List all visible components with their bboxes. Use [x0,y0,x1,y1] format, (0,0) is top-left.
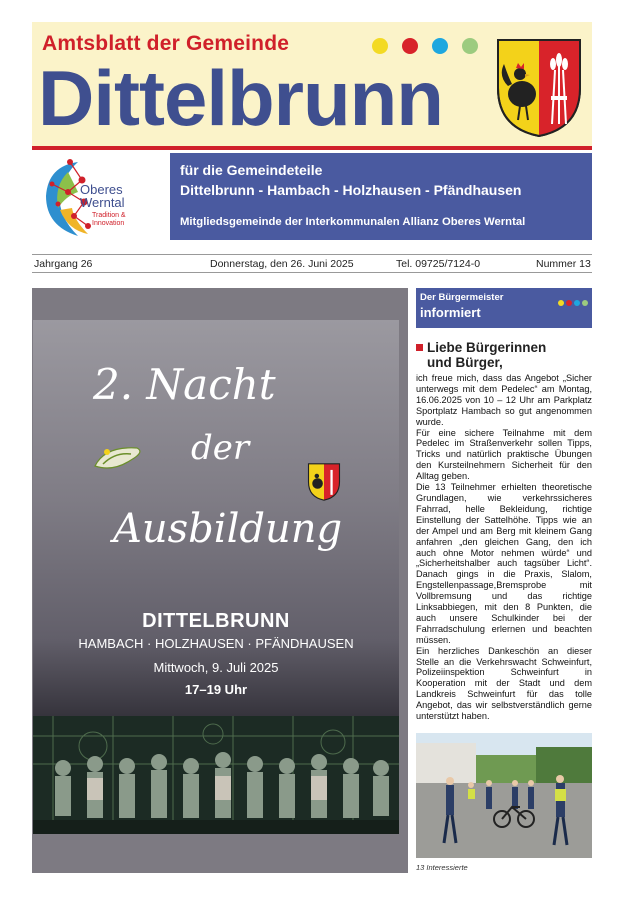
poster-districts: HAMBACH · HOLZHAUSEN · PFÄNDHAUSEN [78,636,354,651]
poster-crowd-illustration [33,716,399,834]
article-paragraph: Für eine sichere Teilnahme mit dem Pedelec im Straßenverkehr sollen Tipps, Tricks und natürlich praktische Übungen den Kursteilnehmern Sicherheit für den Alltag geben. [416,427,592,482]
poster-script-line2: der [191,428,250,468]
logo-tagline-line2: Innovation [92,220,125,227]
masthead [32,22,592,146]
issue-number: Nummer 13 [536,258,591,270]
coat-of-arms-icon [494,36,584,140]
bullet-square-icon [416,344,423,351]
poster-city: DITTELBRUNN [142,610,290,632]
logo-tagline-line1: Tradition & [92,212,126,219]
photo-caption: 13 Interessierte [416,863,468,872]
red-dot-icon [566,300,572,306]
poster-date: Mittwoch, 9. Juli 2025 [153,660,279,675]
header-dots [556,293,588,311]
issue-phone: Tel. 09725/7124-0 [396,258,481,270]
masthead-title: Dittelbrunn [38,54,443,142]
districts-band [170,153,592,240]
red-dot-icon [402,38,418,54]
yellow-dot-icon [372,38,388,54]
yellow-dot-icon [558,300,564,306]
article-body [416,373,592,722]
article-paragraph: Die 13 Teilnehmer erhielten theoretische Grundlagen, wie verkehrssicheres Fahrrad, helle Bekleidung, richtige Einstellung der Sattelhöhe. Tipps wie an der Ampel und am Berg mit kleinem Gang anfahren „den gleichen Gang, den ich auch ohne Motor nehmen würde“ und „Sicherheitshalber auch tagsüber Licht“. Danach gings in die Praxis, Slalom, Engstellenpassage,Bremsprobe mit Vollbremsung und das richtige Linksabbiegen, mit den 8 Punkten, die auch unsere Schulkinder bei der Fahrradschulung erlernen und beachten müssen. [416,482,592,645]
band-intro: für die Gemeindeteile [180,162,323,178]
masthead-subtitle: Amtsblatt der Gemeinde [42,32,290,55]
article-title [416,340,592,370]
poster-emblem-icon [91,442,147,476]
article-paragraph: ich freue mich, dass das Angebot „Sicher unterwegs mit dem Pedelec“ am Montag, 16.06.2025 von 10 – 12 Uhr am Parkplatz Sportplatz Hambach so gut angenommen wurde. [416,373,592,427]
green-dot-icon [582,300,588,306]
green-dot-icon [462,38,478,54]
blue-dot-icon [432,38,448,54]
issue-date: Donnerstag, den 26. Juni 2025 [210,258,354,270]
article-paragraph: Ein herzliches Dankeschön an dieser Stelle an die Verkehrswacht Schweinfurt, Polizeiinspektion Schweinfurt in Kooperation mit der Stadt und dem Landkreis Schweinfurt für das tolle Angebot, das wir selbstverständlich gerne unterstützt haben. [416,645,592,722]
logo-name-line1: Oberes [80,182,123,197]
event-poster [33,320,399,834]
logo-name-line2: Werntal [80,195,125,210]
article-title-line2: und Bürger, [427,355,503,370]
band-membership: Mitgliedsgemeinde der Interkommunalen Allianz Oberes Werntal [180,216,526,228]
article-title-line1: Liebe Bürgerinnen [427,340,547,355]
poster-time: 17–19 Uhr [184,682,248,697]
column-kicker: Der Bürgermeister [420,292,504,303]
poster-script-line3: Ausbildung [113,506,343,552]
poster-crest-icon [307,462,341,502]
blue-dot-icon [574,300,580,306]
column-heading: informiert [420,305,481,320]
mayor-column-header [416,288,592,328]
article-photo [416,733,592,858]
issue-volume: Jahrgang 26 [34,258,93,270]
masthead-divider [32,146,592,150]
band-districts: Dittelbrunn - Hambach - Holzhausen - Pfändhausen [180,182,522,198]
poster-script-line1: 2. Nacht [93,360,276,409]
issue-info-bar [32,254,592,273]
